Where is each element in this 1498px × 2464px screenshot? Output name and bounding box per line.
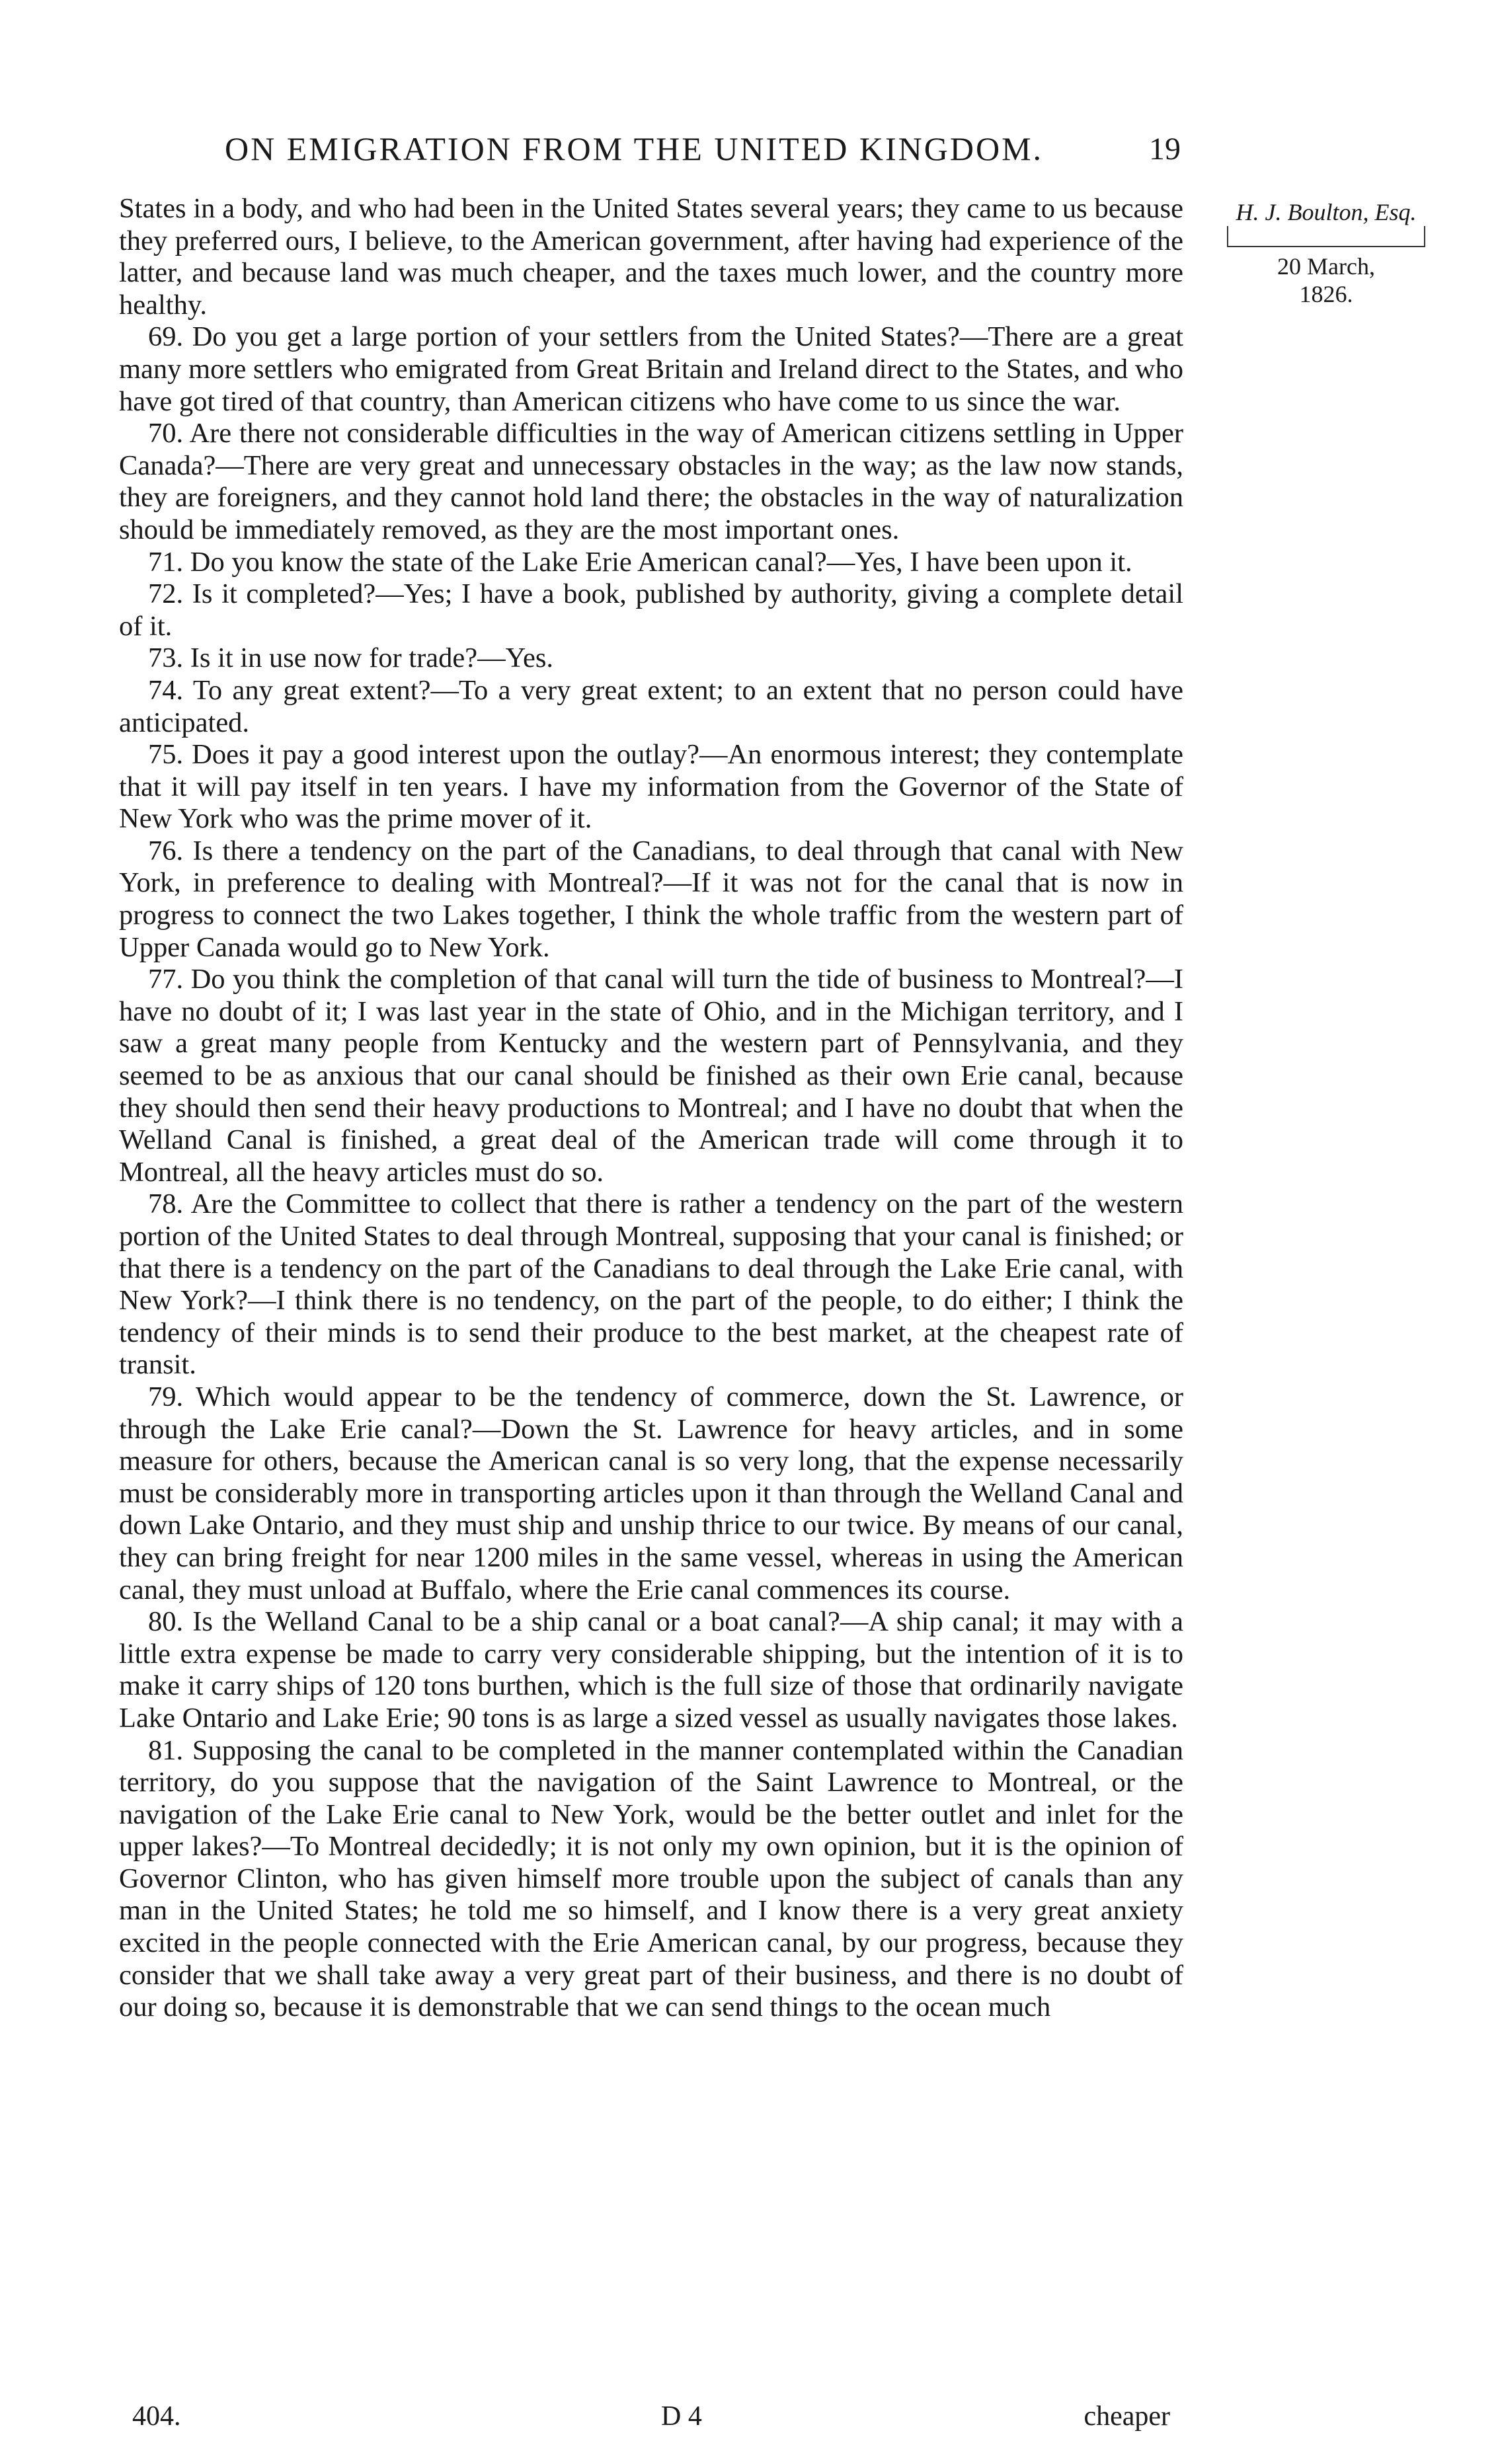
margin-brace	[1227, 226, 1425, 247]
paragraph-continuation: States in a body, and who had been in the United States several years; they came to us because they preferred ours, I believe, to the American government, after having had experience of the latter, and because land was much cheaper, and the taxes much lower, and the country more healthy.	[119, 193, 1183, 321]
question-79: 79. Which would appear to be the tendency of commerce, down the St. Lawrence, or through the Lake Erie canal?—Down the St. Lawrence for heavy articles, and in some measure for others, because the American canal is so very long, that the expense necessarily must be considerably more in transporting articles upon it than through the Welland Canal and down Lake Ontario, and they must ship and unship thrice to our twice. By means of our canal, they can bring freight for near 1200 miles in the same vessel, whereas in using the American canal, they must unload at Buffalo, where the Erie canal commences its course.	[119, 1381, 1183, 1605]
marginal-note	[1214, 198, 1439, 308]
question-72: 72. Is it completed?—Yes; I have a book, published by authority, giving a complete detail of it.	[119, 578, 1183, 642]
sheet-number: 404.	[132, 2401, 181, 2432]
witness-name: H. J. Boulton, Esq.	[1236, 199, 1417, 225]
question-75: 75. Does it pay a good interest upon the outlay?—An enormous interest; they contemplate that it will pay itself in ten years. I have my information from the Governor of the State of New York who was the prime mover of it.	[119, 739, 1183, 835]
date-line-1: 20 March,	[1277, 253, 1375, 280]
running-title: ON EMIGRATION FROM THE UNITED KINGDOM.	[225, 130, 1044, 167]
question-74: 74. To any great extent?—To a very great extent; to an extent that no person could have anticipated.	[119, 674, 1183, 738]
question-78: 78. Are the Committee to collect that there is rather a tendency on the part of the western portion of the United States to deal through Montreal, supposing that your canal is finished; or that there is a tendency on the part of the Canadians to deal through the Lake Erie canal, with New York?—I think there is no tendency, on the part of the people, to do either; I think the tendency of their minds is to send their produce to the best market, at the cheapest rate of transit.	[119, 1188, 1183, 1381]
body-text	[119, 193, 1183, 2024]
question-73: 73. Is it in use now for trade?—Yes.	[148, 642, 554, 674]
question-71: 71. Do you know the state of the Lake Erie American canal?—Yes, I have been upon it.	[148, 546, 1132, 578]
date-line-2: 1826.	[1299, 281, 1353, 307]
question-80: 80. Is the Welland Canal to be a ship canal or a boat canal?—A ship canal; it may with a little extra expense be made to carry very considerable shipping, but the intention of it is to make it carry ships of 120 tons burthen, which is the full size of those that ordinarily navigate Lake Ontario and Lake Erie; 90 tons is as large a sized vessel as usually navigates those lakes.	[119, 1606, 1183, 1734]
page-number: 19	[1149, 132, 1181, 167]
page-footer	[119, 2401, 1183, 2440]
question-76: 76. Is there a tendency on the part of the Canadians, to deal through that canal with New York, in preference to dealing with Montreal?—If it was not for the canal that is now in progress to connect the two Lakes together, I think the whole traffic from the western part of Upper Canada would go to New York.	[119, 835, 1183, 963]
question-81: 81. Supposing the canal to be completed in the manner contemplated within the Canadian territory, do you suppose that the navigation of the Saint Lawrence to Montreal, or the navigation of the Lake Erie canal to New York, would be the better outlet and inlet for the upper lakes?—To Montreal decidedly; it is not only my own opinion, but it is the opinion of Governor Clinton, who has given himself more trouble upon the subject of canals than any man in the United States; he told me so himself, and I know there is a very great anxiety excited in the people connected with the Erie American canal, by our progress, because they consider that we shall take away a very great part of their business, and there is no doubt of our doing so, because it is demonstrable that we can send things to the ocean much	[119, 1734, 1183, 2023]
signature-mark: D 4	[661, 2401, 702, 2432]
catchword: cheaper	[1084, 2401, 1170, 2432]
question-70: 70. Are there not considerable difficulties in the way of American citizens settling in Upper Canada?—There are very great and unnecessary obstacles in the way; as the law now stands, they are foreigners, and they cannot hold land there; the obstacles in the way of naturalization should be immediately removed, as they are the most important ones.	[119, 418, 1183, 545]
question-77: 77. Do you think the completion of that canal will turn the tide of business to Montreal?—I have no doubt of it; I was last year in the state of Ohio, and in the Michigan territory, and I saw a great many people from Kentucky and the western part of Pennsylvania, and they seemed to be as anxious that our canal should be finished as their own Erie canal, because they should then send their heavy productions to Montreal; and I have no doubt that when the Welland Canal is finished, a great deal of the American trade will come through it to Montreal, all the heavy articles must do so.	[119, 964, 1183, 1188]
question-69: 69. Do you get a large portion of your settlers from the United States?—There are a great many more settlers who emigrated from Great Britain and Ireland direct to the States, and who have got tired of that country, than American citizens who have come to us since the war.	[119, 321, 1183, 417]
